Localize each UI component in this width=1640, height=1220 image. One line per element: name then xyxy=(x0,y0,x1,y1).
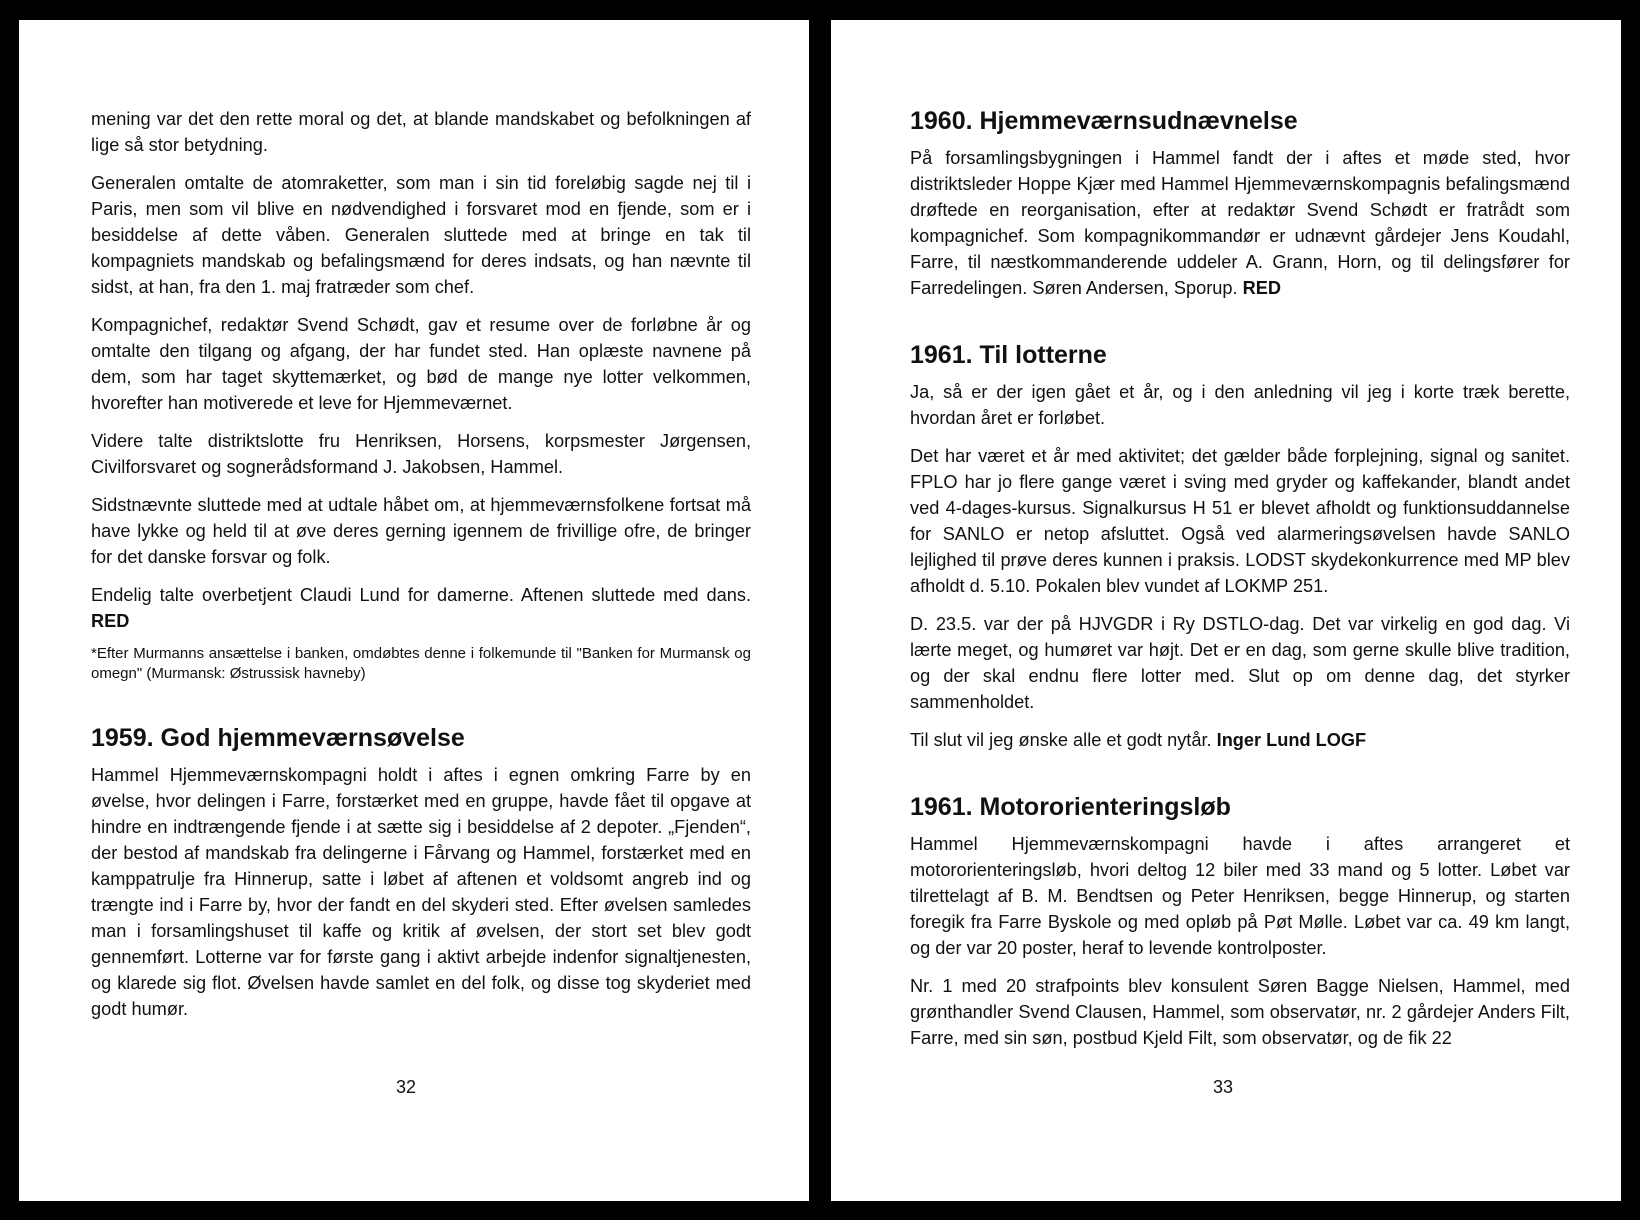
author-signature: RED xyxy=(91,611,130,631)
article-section xyxy=(910,106,1570,301)
right-page-content xyxy=(910,106,1570,1063)
section-heading: 1960. Hjemmeværnsudnævnelse xyxy=(910,107,1298,135)
author-signature: RED xyxy=(1242,278,1282,298)
article-section xyxy=(91,723,751,1022)
left-page-content xyxy=(91,106,751,1034)
section-heading: 1959. God hjemmeværnsøvelse xyxy=(91,724,465,752)
article-section xyxy=(910,340,1570,753)
body-paragraph: Ja, så er der igen gået et år, og i den anledning vil jeg i korte træk berette, hvordan året er forløbet. xyxy=(910,382,1570,428)
body-paragraph: Sidstnævnte sluttede med at udtale håbet om, at hjemmeværnsfolkene fortsat må have lykke og held til at øve deres gerning igennem de frivillige ofre, de bringer for det danske forsvar og folk. xyxy=(91,495,751,567)
section-heading: 1961. Motororienteringsløb xyxy=(910,793,1231,821)
page-number: 33 xyxy=(1212,1077,1234,1097)
body-paragraph: Det har været et år med aktivitet; det gælder både forplejning, signal og sanitet. FPLO har jo flere gange været i sving med gryder og kaffekander, blandt andet ved 4-dages-kursus. Signalkursus H 51 er blevet afholdt og funktionsuddannelse for SANLO er netop afsluttet. Også ved alarmeringsøvelsen havde SANLO lejlighed til prøve deres kunnen i praksis. LODST skydekonkurrence med MP blev afholdt d. 5.10. Pokalen blev vundet af LOKMP 251. xyxy=(910,446,1570,596)
page-number: 32 xyxy=(395,1077,417,1097)
body-paragraph: Videre talte distriktslotte fru Henriksen, Horsens, korpsmester Jørgensen, Civilforsvaret og sognerådsformand J. Jakobsen, Hammel. xyxy=(91,431,751,477)
body-paragraph: Hammel Hjemmeværnskompagni havde i aftes arrangeret et motororienteringsløb, hvori deltog 12 biler med 33 mand og 5 lotter. Løbet var tilrettelagt af B. M. Bendtsen og Peter Henriksen, begge Hinnerup, og starten foregik fra Farre Byskole og med opløb på Pøt Mølle. Løbet var ca. 49 km langt, og der var 20 poster, heraf to levende kontrolposter. xyxy=(910,834,1570,958)
article-section xyxy=(910,792,1570,1051)
body-paragraph: Hammel Hjemmeværnskompagni holdt i aftes i egnen omkring Farre by en øvelse, hvor delingen i Farre, forstærket med en gruppe, havde fået til opgave at hindre en indtrængende fjende i at sætte sig i besiddelse af 2 depoter. „Fjenden“, der bestod af mandskab fra delingerne i Fårvang og Hammel, forstærket med en kamppatrulje fra Hinnerup, satte i løbet af aftenen et voldsomt angreb ind og trængte ind i Farre by, hvor der fandt en del skyderi sted. Efter øvelsen samledes man i forsamlingshuset til kaffe og kritik af øvelsen, der stort set blev godt gennemført. Lotterne var for første gang i aktivt arbejde indenfor signaltjenesten, og klarede sig flot. Øvelsen havde samlet en del folk, og disse tog skyderiet med godt humør. xyxy=(91,765,751,1019)
left-page xyxy=(19,20,809,1201)
body-paragraph: Generalen omtalte de atomraketter, som man i sin tid foreløbig sagde nej til i Paris, men som vil blive en nødvendighed i forsvaret mod en fjende, som er i besiddelse af dette våben. Generalen sluttede med at bringe en tak til kompagniets mandskab og befalingsmænd for deres indsats, og han nævnte til sidst, at han, fra den 1. maj fratræder som chef. xyxy=(91,173,751,297)
footnote: *Efter Murmanns ansættelse i banken, omdøbtes denne i folkemunde til "Banken for Murmansk og omegn" (Murmansk: Østrussisk havneby) xyxy=(91,645,751,682)
author-signature: Inger Lund LOGF xyxy=(1216,730,1367,750)
body-paragraph: Til slut vil jeg ønske alle et godt nytår. Inger Lund LOGF xyxy=(910,730,1367,750)
body-paragraph: Nr. 1 med 20 strafpoints blev konsulent Søren Bagge Nielsen, Hammel, med grønthandler Svend Clausen, Hammel, som observatør, nr. 2 gårdejer Anders Filt, Farre, med sin søn, postbud Kjeld Filt, som observatør, og de fik 22 xyxy=(910,976,1570,1048)
body-paragraph: Endelig talte overbetjent Claudi Lund for damerne. Aftenen sluttede med dans. RED xyxy=(91,585,751,631)
body-paragraph: mening var det den rette moral og det, at blande mandskabet og befolkningen af lige så stor betydning. xyxy=(91,109,751,155)
body-paragraph: På forsamlingsbygningen i Hammel fandt der i aftes et møde sted, hvor distriktsleder Hoppe Kjær med Hammel Hjemmeværnskompagnis befalingsmænd drøftede en reorganisation, efter at redaktør Svend Schødt er fratrådt som kompagnichef. Som kompagnikommandør er udnævnt gårdejer Jens Koudahl, Farre, til næstkommanderende uddeler A. Grann, Horn, og til delingsfører for Farredelingen. Søren Andersen, Sporup. RED xyxy=(910,148,1570,298)
right-page xyxy=(831,20,1621,1201)
body-paragraph: D. 23.5. var der på HJVGDR i Ry DSTLO-dag. Det var virkelig en god dag. Vi lærte meget, og humøret var højt. Det er en dag, som gerne skulle blive tradition, og der skal endnu flere lotter med. Slut op om denne dag, det styrker sammenholdet. xyxy=(910,614,1570,712)
body-paragraph: Kompagnichef, redaktør Svend Schødt, gav et resume over de forløbne år og omtalte den tilgang og afgang, der har fundet sted. Han oplæste navnene på dem, som har taget skyttemærket, og bød de mange nye lotter velkommen, hvorefter han motiverede et leve for Hjemmeværnet. xyxy=(91,315,751,413)
section-heading: 1961. Til lotterne xyxy=(910,341,1107,369)
